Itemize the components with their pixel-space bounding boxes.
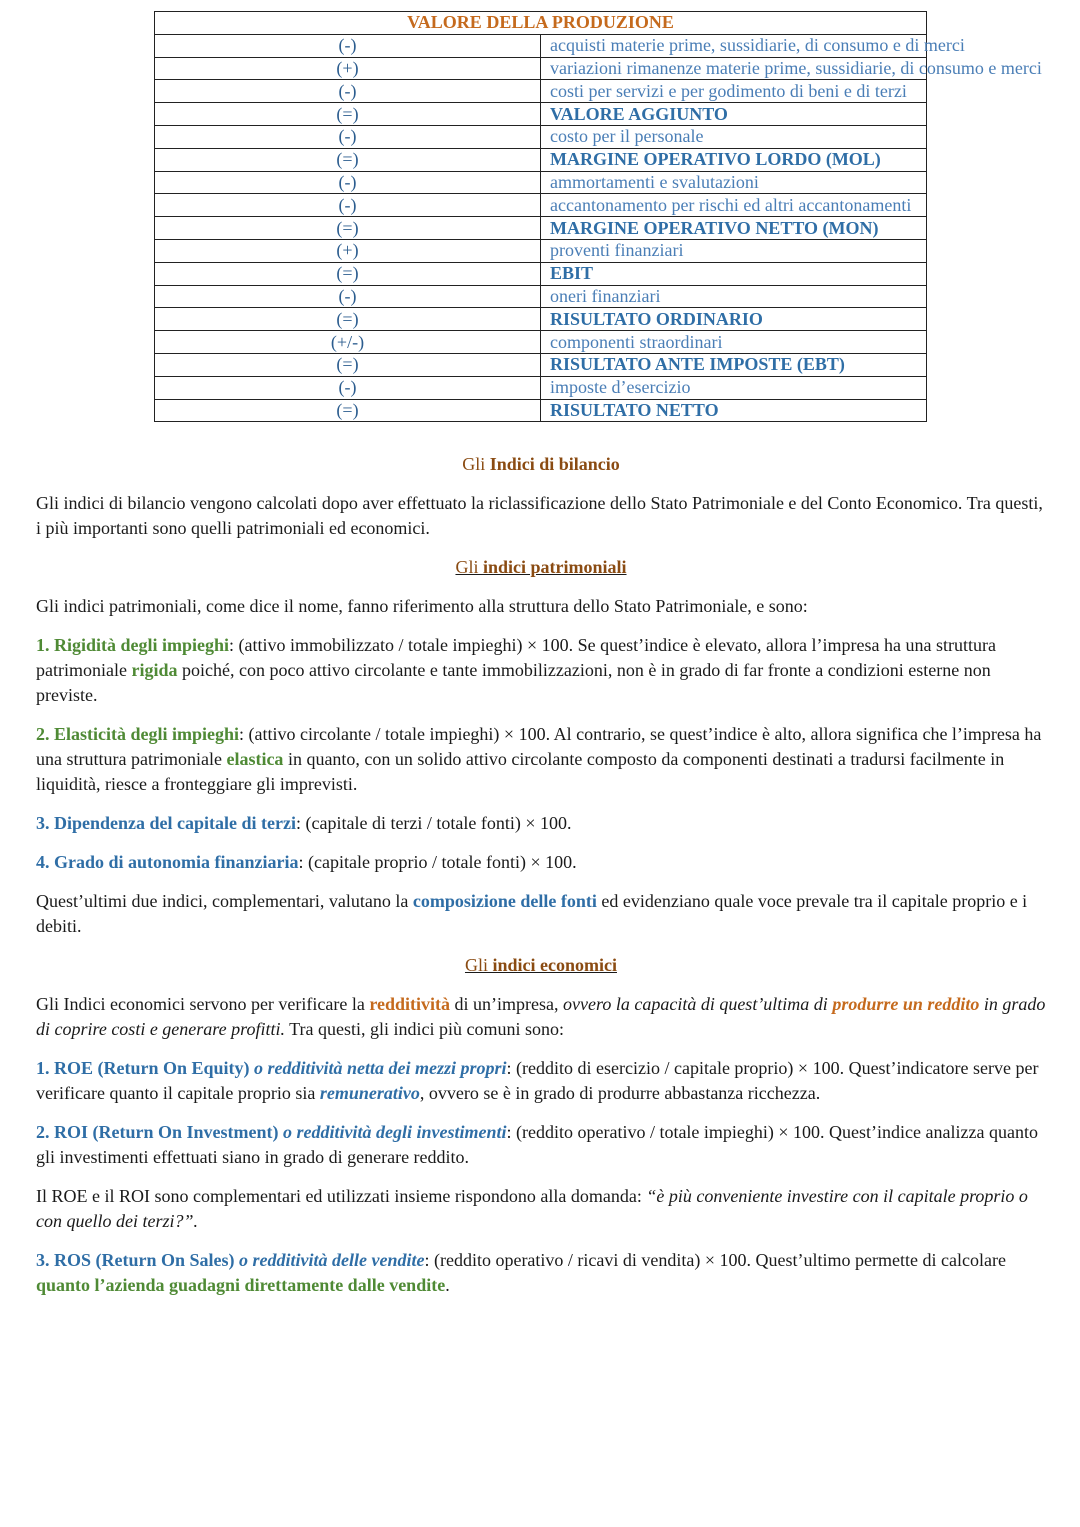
row-sign: (=)	[155, 148, 541, 171]
row-sign: (=)	[155, 308, 541, 331]
table-title: VALORE DELLA PRODUZIONE	[155, 12, 927, 35]
table-row	[155, 285, 927, 308]
row-total-label: MARGINE OPERATIVO LORDO (MOL)	[541, 148, 927, 171]
table-row	[155, 353, 927, 376]
row-sign: (=)	[155, 103, 541, 126]
row-label: costi per servizi e per godimento di beni e di terzi	[541, 80, 927, 103]
row-sign: (-)	[155, 285, 541, 308]
table-row	[155, 148, 927, 171]
intro-paragraph: Gli indici di bilancio vengono calcolati dopo aver effettuato la riclassificazione dello Stato Patrimoniale e del Conto Economico. Tra questi, i più importanti sono quelli patrimoniali ed economici.	[36, 493, 1043, 538]
row-sign: (-)	[155, 376, 541, 399]
row-sign: (-)	[155, 34, 541, 57]
list-item-rigidita: 1. Rigidità degli impieghi: (attivo immobilizzato / totale impieghi) × 100. Se quest’indice è elevato, allora l’impresa ha una struttura patrimoniale rigida poiché, con poco attivo circolante e tante immobilizzazioni, non è in grado di far fronte a condizioni esterne non previste.	[36, 635, 996, 705]
row-sign: (-)	[155, 194, 541, 217]
table-row	[155, 171, 927, 194]
row-total-label: RISULTATO NETTO	[541, 399, 927, 422]
row-sign: (=)	[155, 262, 541, 285]
income-statement-grid	[154, 11, 1042, 422]
table-row	[155, 239, 927, 262]
row-sign: (-)	[155, 171, 541, 194]
row-total-label: RISULTATO ORDINARIO	[541, 308, 927, 331]
row-total-label: EBIT	[541, 262, 927, 285]
table-row	[155, 262, 927, 285]
table-row	[155, 103, 927, 126]
row-label: proventi finanziari	[541, 239, 927, 262]
row-total-label: VALORE AGGIUNTO	[541, 103, 927, 126]
row-sign: (-)	[155, 80, 541, 103]
table-row	[155, 308, 927, 331]
row-label: ammortamenti e svalutazioni	[541, 171, 927, 194]
row-label: variazioni rimanenze materie prime, sussidiarie, di consumo e merci	[541, 57, 927, 80]
list-item-roe: 1. ROE (Return On Equity) o redditività netta dei mezzi propri: (reddito di esercizio / capitale proprio) × 100. Quest’indicatore serve per verificare quanto il capitale proprio sia remunerativo, ovvero se è in grado di produrre abbastanza ricchezza.	[36, 1058, 1039, 1103]
table-row	[155, 331, 927, 354]
section-heading-indici-bilancio: Gli Indici di bilancio	[462, 454, 620, 474]
income-statement-table	[154, 11, 1042, 422]
row-sign: (-)	[155, 125, 541, 148]
table-row	[155, 217, 927, 240]
list-item-roi: 2. ROI (Return On Investment) o redditività degli investimenti: (reddito operativo / totale impieghi) × 100. Quest’indice analizza quanto gli investimenti effettuati siano in grado di generare reddito.	[36, 1122, 1038, 1167]
row-total-label: RISULTATO ANTE IMPOSTE (EBT)	[541, 353, 927, 376]
fonti-paragraph: Quest’ultimi due indici, complementari, valutano la composizione delle fonti ed evidenziano quale voce prevale tra il capitale proprio e i debiti.	[36, 891, 1028, 936]
table-title-row	[155, 12, 927, 35]
row-sign: (+/-)	[155, 331, 541, 354]
complementary-paragraph: Il ROE e il ROI sono complementari ed utilizzati insieme rispondono alla domanda: “è più conveniente investire con il capitale proprio o con quello dei terzi?”.	[36, 1186, 1028, 1231]
list-item-elasticita: 2. Elasticità degli impieghi: (attivo circolante / totale impieghi) × 100. Al contrario, se quest’indice è alto, allora significa che l’impresa ha una struttura patrimoniale elastica in quanto, con un solido attivo circolante composto da componenti destinati a tradursi facilmente in liquidità, riesce a fronteggiare gli imprevisti.	[36, 724, 1042, 794]
table-row	[155, 125, 927, 148]
list-item-dipendenza: 3. Dipendenza del capitale di terzi: (capitale di terzi / totale fonti) × 100.	[36, 813, 572, 833]
row-sign: (+)	[155, 57, 541, 80]
table-row	[155, 194, 927, 217]
row-label: oneri finanziari	[541, 285, 927, 308]
table-row	[155, 34, 927, 57]
row-label: componenti straordinari	[541, 331, 927, 354]
table-row	[155, 57, 927, 80]
row-sign: (+)	[155, 239, 541, 262]
row-label: acquisti materie prime, sussidiarie, di consumo e di merci	[541, 34, 927, 57]
row-sign: (=)	[155, 217, 541, 240]
economici-intro: Gli Indici economici servono per verificare la redditività di un’impresa, ovvero la capacità di quest’ultima di produrre un reddito in grado di coprire costi e generare profitti. Tra questi, gli indici più comuni sono:	[36, 994, 1046, 1039]
row-sign: (=)	[155, 399, 541, 422]
section-heading-indici-patrimoniali: Gli indici patrimoniali	[455, 557, 627, 577]
section-heading-indici-economici: Gli indici economici	[464, 955, 617, 975]
row-label: imposte d’esercizio	[541, 376, 927, 399]
row-label: costo per il personale	[541, 125, 927, 148]
list-item-autonomia: 4. Grado di autonomia finanziaria: (capitale proprio / totale fonti) × 100.	[36, 852, 577, 872]
row-label: accantonamento per rischi ed altri accantonamenti	[541, 194, 927, 217]
patrimoniali-intro: Gli indici patrimoniali, come dice il nome, fanno riferimento alla struttura dello Stato Patrimoniale, e sono:	[36, 596, 808, 616]
row-sign: (=)	[155, 353, 541, 376]
row-total-label: MARGINE OPERATIVO NETTO (MON)	[541, 217, 927, 240]
list-item-ros: 3. ROS (Return On Sales) o redditività delle vendite: (reddito operativo / ricavi di vendita) × 100. Quest’ultimo permette di calcolare quanto l’azienda guadagni direttamente dalle vendite.	[36, 1250, 1006, 1295]
table-row	[155, 80, 927, 103]
table-row	[155, 399, 927, 422]
document-body	[36, 452, 1046, 1298]
table-row	[155, 376, 927, 399]
